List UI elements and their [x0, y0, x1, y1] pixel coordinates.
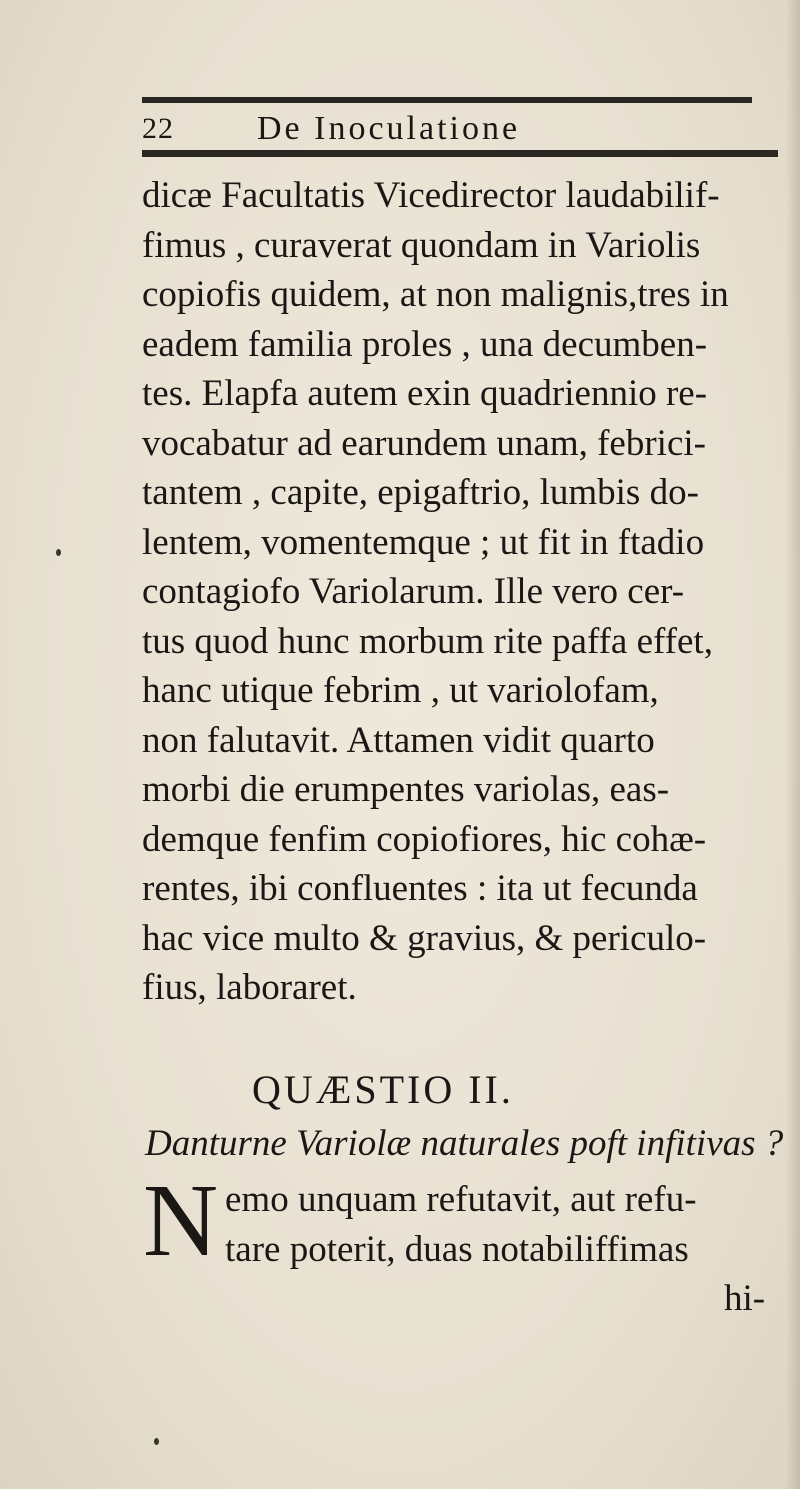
text-line: tus quod hunc morbum rite paffa effet, [142, 620, 713, 662]
text-line: vocabatur ad earundem unam, febrici- [142, 422, 706, 464]
text-line: fimus , curaverat quondam in Variolis [142, 224, 701, 266]
section-heading: QUÆSTIO II. [252, 1067, 514, 1112]
drop-cap: N [143, 1163, 219, 1278]
text-line: copiofis quidem, at non malignis,tres in [142, 274, 729, 315]
paragraph-1 [142, 171, 792, 1013]
text-line: fius, laboraret. [142, 967, 357, 1008]
text-line: non falutavit. Attamen vidit quarto [142, 719, 655, 761]
text-line: hanc utique febrim , ut variolofam, [142, 670, 659, 711]
ink-speck [56, 549, 61, 556]
running-title: De Inoculatione [257, 110, 521, 147]
text-line: tes. Elapfa autem exin quadriennio re- [142, 373, 708, 414]
text-line: tantem , capite, epigaftrio, lumbis do- [142, 472, 699, 513]
header-rule-top [142, 97, 752, 103]
text-line: dicæ Facultatis Vicedirector laudabilif- [142, 175, 720, 216]
text-line: emo unquam refutavit, aut refu- [225, 1179, 697, 1220]
text-line: morbi die erumpentes variolas, eas- [142, 769, 670, 810]
section-question: Danturne Variolæ naturales poft infitivas ? [145, 1123, 784, 1164]
header-rule-bottom [142, 150, 778, 157]
text-line: lentem, vomentemque ; ut fit in ftadio [142, 521, 705, 563]
text-line: hac vice multo & gravius, & periculo- [142, 917, 707, 959]
text-line: tare poterit, duas notabiliffimas [225, 1228, 689, 1270]
paragraph-2 [225, 1175, 697, 1274]
page-number: 22 [142, 112, 174, 145]
page-header [142, 112, 782, 152]
ink-speck [154, 1438, 159, 1445]
text-line: demque fenfim copiofiores, hic cohæ- [142, 818, 707, 860]
catchword: hi- [724, 1278, 766, 1319]
text-line: eadem familia proles , una decumben- [142, 323, 708, 365]
text-line: rentes, ibi confluentes : ita ut fecunda [142, 868, 698, 909]
text-line: contagiofo Variolarum. Ille vero cer- [142, 571, 685, 612]
